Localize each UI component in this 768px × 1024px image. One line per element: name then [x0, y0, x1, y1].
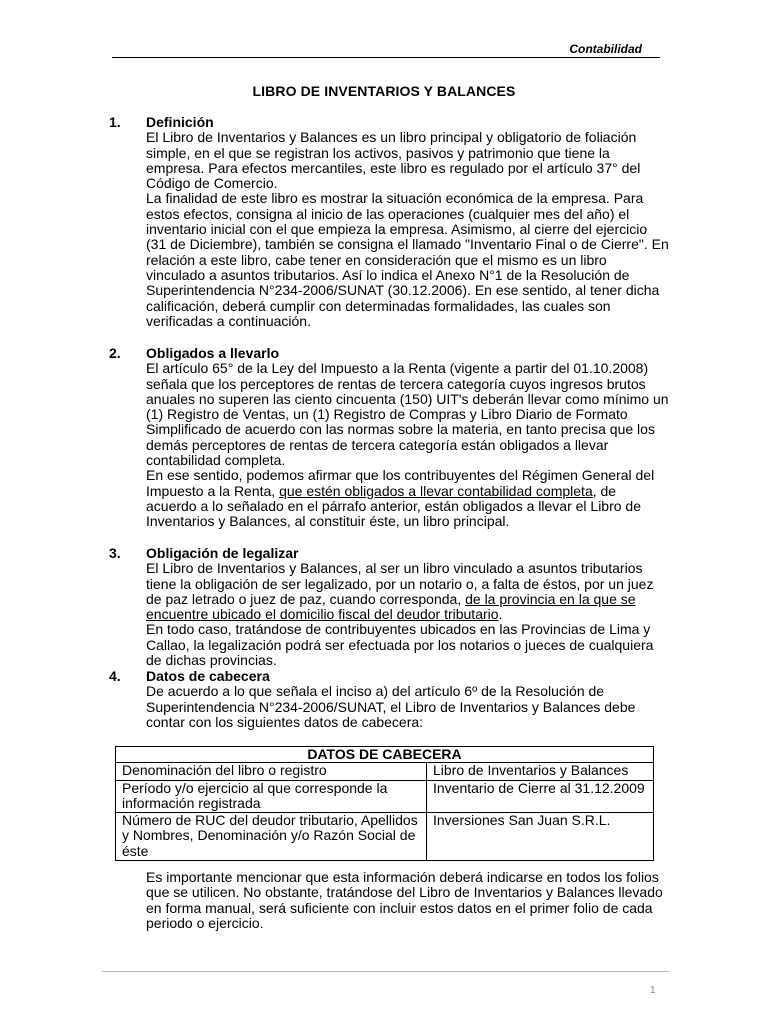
table-cell-value: Inventario de Cierre al 31.12.2009	[427, 780, 654, 813]
closing-paragraph: Es importante mencionar que esta información deberá indicarse en todos los folios que se utilicen. No obstante, tratándose del Libro de Inventarios y Balances llevado en forma manual, será suficiente con incluir estos datos en el primer folio de cada periodo o ejercicio.	[146, 869, 663, 931]
section-title: Obligados a llevarlo	[146, 345, 280, 361]
running-header: Contabilidad	[569, 42, 642, 56]
section-number: 2.	[109, 345, 121, 361]
paragraph: De acuerdo a lo que señala el inciso a) del artículo 6º de la Resolución de Superintendencia N°234-2006/SUNAT, el Libro de Inventarios y Balances debe contar con los siguientes datos de cabecera:	[146, 683, 636, 730]
section-legalizar	[109, 546, 669, 668]
paragraph: El Libro de Inventarios y Balances es un libro principal y obligatorio de foliación simple, en el que se registran los activos, pasivos y patrimonio que tiene la empresa. Para efectos mercantiles, este libro es regulado por el artículo 37° del Código de Comercio.	[146, 129, 641, 192]
underlined-text: que estén obligados a llevar contabilidad completa	[279, 482, 593, 499]
section-title: Definición	[146, 114, 214, 130]
header-divider	[112, 57, 660, 58]
underlined-text: de la provincia en la que se encuentre ubicado el domicilio fiscal del deudor tributario	[146, 590, 636, 623]
section-title: Datos de cabecera	[146, 668, 270, 684]
table-cell-value: Libro de Inventarios y Balances	[427, 763, 654, 780]
paragraph: El artículo 65° de la Ley del Impuesto a la Renta (vigente a partir del 01.10.2008) señala que los perceptores de rentas de tercera categoría cuyos ingresos brutos anuales no superen las ciento cincuenta (150) UIT's deberán llevar como mínimo un (1) Registro de Ventas, un (1) Registro de Compras y Libro Diario de Formato Simplificado de acuerdo con las normas sobre la materia, en tanto precisa que los demás perceptores de rentas de tercera categoría están obligados a llevar contabilidad completa.	[146, 360, 669, 469]
section-number: 4.	[109, 668, 121, 684]
table-row	[116, 780, 654, 813]
table-cell-label: Período y/o ejercicio al que corresponde la información registrada	[116, 780, 427, 813]
text-run: .	[498, 606, 503, 623]
section-title: Obligación de legalizar	[146, 545, 299, 561]
table-header: DATOS DE CABECERA	[116, 747, 654, 763]
section-obligados	[109, 346, 669, 530]
table-cell-value: Inversiones San Juan S.R.L.	[427, 813, 654, 861]
section-number: 3.	[109, 545, 121, 561]
paragraph: En todo caso, tratándose de contribuyentes ubicados en las Provincias de Lima y Callao, la legalización podrá ser efectuada por los notarios o jueces de cualquiera de dichas provincias.	[146, 621, 654, 669]
table-cell-label: Número de RUC del deudor tributario, Apellidos y Nombres, Denominación y/o Razón Social de éste	[116, 813, 427, 861]
paragraph	[146, 468, 669, 529]
header-data-table	[115, 746, 654, 861]
section-cabecera	[109, 669, 669, 730]
document-title: LIBRO DE INVENTARIOS Y BALANCES	[252, 83, 516, 99]
section-number: 1.	[109, 114, 121, 130]
table-header-row	[116, 747, 654, 763]
text-run: , de acuerdo a lo señalado en el párrafo anterior, están obligados a llevar el Libro de Inventarios y Balances, al constituir éste, un libro principal.	[146, 482, 641, 530]
text-run: El Libro de Inventarios y Balances, al ser un libro vinculado a asuntos tributarios tiene la obligación de ser legalizado, por un notario o, a falta de éstos, por un juez de paz letrado o juez de paz, cuando corresponda,	[146, 560, 654, 607]
table-cell-label: Denominación del libro o registro	[116, 763, 427, 780]
section-definicion	[109, 115, 669, 329]
footer-divider	[102, 971, 669, 972]
text-run: En ese sentido, podemos afirmar que los contribuyentes del Régimen General del Impuesto a la Renta,	[146, 467, 655, 499]
table-row	[116, 763, 654, 780]
page-number: 1	[650, 985, 656, 996]
table-row	[116, 813, 654, 861]
paragraph	[146, 561, 669, 622]
paragraph: La finalidad de este libro es mostrar la situación económica de la empresa. Para estos efectos, consigna al inicio de las operaciones (cualquier mes del año) el inventario inicial con el que empieza la empresa. Asimismo, al cierre del ejercicio (31 de Diciembre), también se consigna el llamado "Inventario Final o de Cierre". En relación a este libro, cabe tener en consideración que el mismo es un libro vinculado a asuntos tributarios. Así lo indica el Anexo N°1 de la Resolución de Superintendencia N°234-2006/SUNAT (30.12.2006). En ese sentido, al tener dicha calificación, deberá cumplir con determinadas formalidades, las cuales son verificadas a continuación.	[146, 190, 669, 329]
